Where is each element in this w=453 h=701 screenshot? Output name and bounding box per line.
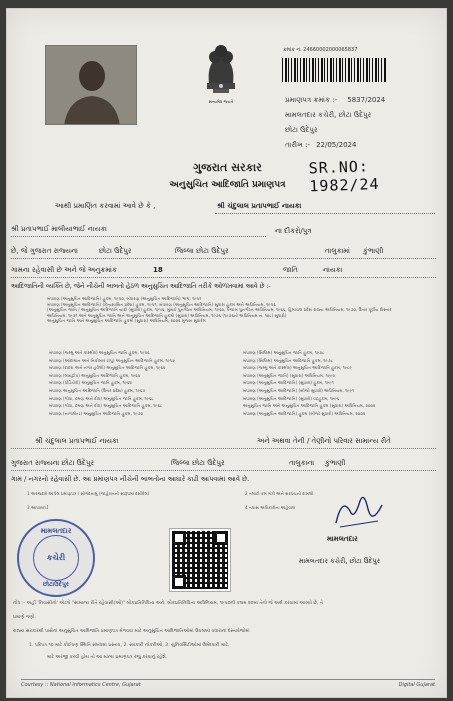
basis-item: 4 તપાસ અધિકારીના અહેવાલ bbox=[245, 505, 296, 510]
official-seal bbox=[17, 519, 95, 597]
taluka-label: તાલુકામાં bbox=[325, 247, 350, 255]
order-right-item: બંધારણ (સિક્કિમ) અનુસુચિત આદિજાતિ હુકમ, ૧૯૭૮ bbox=[243, 357, 334, 363]
order-right-item: બંધારણ (અનુસુચિત આદિજાતિ) (સુધારો) વટહુકમ, ૧૯૯૬ bbox=[243, 395, 340, 401]
basis-item: 2 તલાટી કમ મંત્રી અને સરપંચનો દાખલો bbox=[245, 491, 314, 496]
qr-finder bbox=[172, 575, 186, 589]
note-3: 1. પરિપત્ર ૧૦ માટે કોઈપણ સ્થિતિ સંબંધમાં પ્રસ્તાવ, 2. સરકારી નોકરીઓ, 3. યુનિવર્સિટીઓમાં ઉમેદવારી માટે, bbox=[29, 643, 230, 648]
order-item: બંધારણ (અનુસુચિત આદિજાતિ) હુકમ, ૧૯૫૦, બંધારણ (અનુસુચિત આદિજાતિ) ભાગ, ૧૯૫૧ bbox=[47, 296, 202, 301]
emblem-caption: સત્યમેવ જયતે bbox=[208, 99, 234, 104]
seal-middle-text: કચેરી bbox=[46, 553, 66, 562]
village-name: કુંભાણી bbox=[363, 247, 384, 255]
district-name: જિલ્લા છોટા ઉદેપુર bbox=[175, 247, 229, 255]
seal-bottom-text: છોટાઉદેપુર bbox=[43, 581, 69, 588]
handwritten-sr-number: SR.NO: 1982/24 bbox=[308, 157, 380, 196]
res-district: જિલ્લા છોટા ઉદેપુર bbox=[171, 459, 225, 467]
footer bbox=[21, 679, 435, 688]
schedule-text: ગામના રહેવાસી છે અને જે અનુક્રમાંક bbox=[11, 266, 117, 274]
identification-paragraph: આદિજાતિની વ્યક્તિ છે, જેને નીચેની બાબતો હેઠળ અનુસુચિત આદિજાતિ તરીકે ઓળખવામાં આવે છે :- bbox=[11, 283, 271, 290]
order-right-item: બંધારણ (જમ્મુ અને કાશ્મીર) અનુસુચિત આદિજાતિ હુકમ, ૧૯૮૯ bbox=[243, 365, 352, 371]
order-item: બંધારણ (અનુસુચિત આદિજાતિ) (કેન્દ્રશાસિત પ્રદેશ) હુકમ, ૧૯૫૧, બંધારણ (અનુસુચિત આદિજાતિ) સુધારા હુકમ અને અધિનિયમ, ૧૯૫૬ bbox=[47, 301, 276, 307]
applicant-photo bbox=[45, 45, 137, 125]
order-left-item: બંધારણ (નાગાલેન્ડ) અનુસુચિત આદિજાતિ હુકમ, ૧૯૭૦ bbox=[49, 410, 144, 416]
resident-name: શ્રી ચંદુલાલ પ્રતાપભાઈ નાયકા bbox=[35, 437, 119, 445]
order-right-item: બંધારણ (અનુસુચિત આદિજાતિ) (બીજો સુધારો) અધિનિયમ, ૧૯૯૧ bbox=[243, 387, 355, 393]
order-item: અનુસુચિત જાતિ અને અનુસુચિત આદિજાતિ હુકમો (સુધારા) અધિનિયમ, ૨૦૦૨ મુજબ સુધારેલ bbox=[47, 318, 206, 323]
applicant-name-line bbox=[215, 213, 435, 214]
res-state: ગુજરાત રાજ્યના છોટા ઉદેપુર bbox=[11, 459, 95, 467]
order-left-item: બંધારણ અનુસુચિત આદિજાતિ (ઉત્તર પ્રદેશ) હુકમ, ૧૯૬૭ bbox=[49, 387, 146, 393]
note-2: રાજ્ય સરકારથી પાસેનાં અનુસુચિત આદિજાતિ પ્રમાણપત્ર મેળવવા માટે અનુસુચિત આદિજાતિઓમાં ઉપલબ્ધ વધારાનાં દસ્તાવેજોમાં bbox=[13, 629, 250, 634]
res-line bbox=[11, 470, 436, 471]
national-emblem-icon bbox=[199, 39, 243, 101]
resident-line bbox=[11, 448, 436, 449]
signatory-office: મામલતદાર કચેરી, છોટા ઉદેપુર bbox=[299, 557, 381, 565]
order-left-item: બંધારણ (આંદામાન અને નિકોબાર ટાપુ) અનુસુચિત આદિજાતિ હુકમ, ૧૯૫૯ bbox=[49, 357, 176, 363]
qr-finder bbox=[214, 531, 228, 545]
father-name-line bbox=[11, 236, 266, 237]
state-title: ગુજરાત સરકાર bbox=[193, 161, 262, 174]
barcode bbox=[282, 58, 386, 82]
note-1: નોંધ :- અહીં 'નિવાસીનો' એટલે "સામાન્ય રીતે રહેવાસી(ઓ)" લોકપ્રતિનિધિત્વ અને, લોકપ્રતિનિધિત્વ અધિનિયમ, ૧૯૫૦ની કલમ ૨૦માં તેનો જે અર્થ કરવામાં આવ્યો છે, તે bbox=[13, 601, 323, 606]
schedule-line bbox=[11, 277, 436, 278]
note-1b: પ્રમાણે ગણો. bbox=[13, 615, 36, 620]
order-left-item: બંધારણ (જમ્મુ અને કાશ્મીર) અનુસુચિત જાતિ હુકમ, ૧૯૫૬ bbox=[49, 350, 150, 355]
issue-date-row bbox=[285, 141, 356, 150]
resident-suffix: અને અથવા તેની / તેણીનો પરિવાર સામાન્ય રીતે bbox=[257, 437, 391, 445]
order-item: (અનુસુચિત જાતિ / અનુસુચિત આદિજાતિ યાદી (સુધારા) હુકમ, ૧૯૫૬, મુંબઈ પુનર્ગઠન અધિનિયમ, ૧૯૬૦, પંજાબ પુનર્ગઠન અધિનિયમ, ૧૯૬૬, હિમાચલ પ્રદેશ રાજ્ય અધિનિયમ, ૧૯૭૦, ઉત્તર પૂર્વીય વિસ્તાર bbox=[47, 307, 392, 312]
issue-date-label: તારીખ :- bbox=[285, 141, 310, 149]
orders-left-column bbox=[49, 349, 229, 417]
order-right-item: બંધારણ (અનુસુચિત આદિજાતિ) હુકમ (બીજો સુધારો) અધિનિયમ, ૨૦૦૨ bbox=[243, 410, 366, 416]
father-name: શ્રી પ્રતાપભાઈ માલીયાભાઈ નાયકા bbox=[11, 225, 107, 233]
order-left-item: બંધારણ (લક્ષદ્વીપ) અનુસુચિત આદિજાતિ હુકમ, ૧૯૬૨ bbox=[49, 372, 141, 378]
order-item: અધિનિયમ, ૧૯૭૧ અને અનુસુચિત જાતિ અને અનુસુચિત આદિજાતિ હુકમો (સુધારા) અધિનિયમ, ૧૯૭૬ (૧૯૭૬નો અધિનિયમ નં. ૧૦૮) સુધારો) bbox=[47, 312, 287, 318]
order-left-item: બંધારણ (ગોવા, દમણ અને દીવ) અનુસુચિત આદિજાતિ હુકમ, ૧૯૬૮ bbox=[49, 403, 163, 409]
relation: ના દીકરો/પુત્ર bbox=[275, 227, 312, 235]
order-right-item: બંધારણ (અનુસુચિત જાતિ) (સુધારા) અધિનિયમ, ૧૯૯૦ bbox=[243, 372, 336, 378]
orders-right-column bbox=[243, 349, 439, 417]
basis-item: 3 આધારકાર્ડ bbox=[27, 505, 49, 510]
note-4: માટે અરજી કરવી હોય તો આ માન્ય પ્રમાણપત્ર રજુ કરવાનું રહેશે. bbox=[47, 655, 168, 660]
certificate-sheet bbox=[6, 8, 447, 698]
footer-brand: Digital Gujarat bbox=[398, 682, 435, 688]
issue-date: 22/05/2024 bbox=[316, 141, 357, 149]
cert-number: 5837/2024 bbox=[347, 96, 386, 104]
order-left-item: બંધારણ (પોંડિચેરી) અનુસુચિત જાતિ હુકમ, ૧૯૬૪ bbox=[49, 380, 132, 386]
seal-top-text: મામલતદાર bbox=[40, 527, 72, 535]
certificate-title: અનુસુચિત આદિજાતિ પ્રમાણપત્ર bbox=[169, 180, 286, 190]
issue-place: છોટા ઉદેપુર bbox=[285, 126, 318, 134]
qr-finder bbox=[172, 531, 186, 545]
basis-intro: ગામ / નગરનો રહેવાસી છે. આ પ્રમાણપત્ર નીચેની બાબતોના આધારે કાઢી આપવામાં આવે છે. bbox=[11, 475, 250, 483]
qr-code bbox=[170, 529, 230, 591]
cert-number-label: પ્રમાણપત્ર ક્રમાંક :- bbox=[285, 96, 338, 104]
footer-courtesy: Courtesy :: National Informatics Centre, Gujarat bbox=[21, 682, 141, 688]
order-right-item: બંધારણ (અનુસુચિત આદિજાતિ) (સુધારા) હુકમ, ૧૯૯૧ bbox=[243, 380, 334, 386]
caste-label: જાતિ bbox=[283, 266, 298, 274]
taluka-name: છોટા ઉદેપુર bbox=[99, 247, 132, 255]
address-line bbox=[11, 258, 436, 259]
orders-list bbox=[47, 296, 437, 324]
cert-number-row bbox=[285, 96, 385, 105]
basis-item: 1 અરજદારે આપેલ પ્રમાણપત્ર / સોગંદનામું (જાહેરાતની સ્વરૂપમાં દર્શાવેલ) bbox=[27, 491, 150, 496]
order-left-item: બંધારણ (દાદરા અને નગર હવેલી) અનુસુચિત આદિજાતિ હુકમ, ૧૯૬૨ bbox=[49, 365, 166, 371]
certify-prefix: આથી પ્રમાણિત કરવામાં આવે છે કે , bbox=[55, 202, 156, 210]
signatory-title: મામલતદાર bbox=[327, 535, 358, 543]
order-left-item: બંધારણ (ગોવા, દમણ અને દીવ) અનુસુચિત જાતિ હુકમ, ૧૯૬૮ bbox=[49, 395, 154, 401]
schedule-number: 18 bbox=[153, 266, 163, 274]
caste-name: નાયકા bbox=[323, 266, 343, 274]
res-taluka-label: તાલુકાના bbox=[289, 459, 315, 467]
issuing-office: મામલતદાર કચેરી, છોટા ઉદેપુર bbox=[285, 111, 372, 119]
applicant-name: શ્રી ચંદુલાલ પ્રતાપભાઈ નાયકા bbox=[217, 202, 302, 210]
signature-scribble bbox=[332, 487, 386, 533]
order-right-item: અનુસુચિત જાતિ અને અનુસુચિત આદિજાતિ હુકમ (સુધારા) અધિનિયમ, ૨૦૦૨ bbox=[243, 403, 376, 409]
order-right-item: બંધારણ (સિક્કિમ) અનુસુચિત જાતિ હુકમ, ૧૯૭૮ bbox=[243, 350, 325, 355]
barcode-number: ક્રમાંક નં. 24660002000065837 bbox=[283, 47, 358, 53]
state-line: છે, જે ગુજરાત રાજ્યના bbox=[11, 247, 78, 255]
res-village: કુંભાણી bbox=[325, 459, 346, 467]
